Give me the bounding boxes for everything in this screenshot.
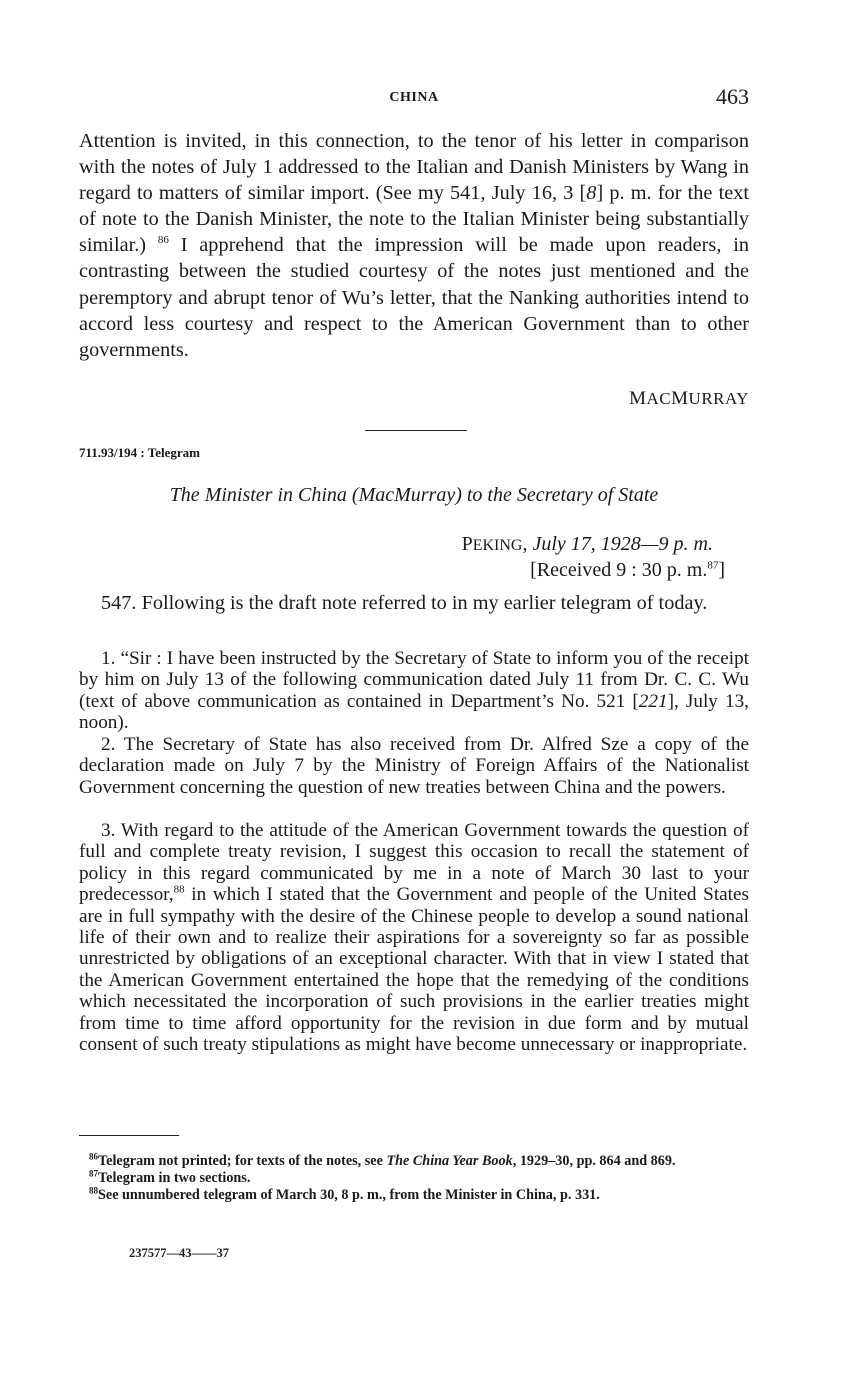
signature-small-2: URRAY <box>688 389 749 408</box>
item1-text-c: , July 13, noon). <box>79 690 749 734</box>
footnote-number: 88 <box>89 1184 98 1195</box>
received-line <box>530 559 725 582</box>
dateline: PEKING, July 17, 1928—9 p. m. <box>461 533 713 555</box>
received-text: [Received 9 : 30 p. m. <box>530 559 708 581</box>
para1-text-a: Attention is invited, in this connection, to the tenor of his letter in comparison with the notes of July 1 addressed to the Italian and Danish Ministers by Wang in regard to matters of similar import. (See my 541, July 16, 3 <box>79 130 749 205</box>
dateline-place-rest: EKING <box>472 537 523 554</box>
page-header <box>79 84 749 114</box>
document-title: The Minister in China (MacMurray) to the Secretary of State <box>169 484 659 506</box>
footnote-text: Telegram in two sections. <box>98 1169 251 1186</box>
paragraph-547: 547. Following is the draft note referred to in my earlier telegram of today. <box>101 592 708 614</box>
footnotes <box>79 1153 749 1203</box>
para1-bracket-close: ] <box>596 182 604 205</box>
numbered-item-3 <box>79 820 749 1055</box>
para1-bracket-open: [ <box>579 182 587 205</box>
footnote-86 <box>79 1153 749 1170</box>
footnote-88 <box>79 1184 749 1204</box>
footnote-text-post: , 1929–30, pp. 864 and 869. <box>512 1153 676 1169</box>
item3-text-b: in which I stated that the Government and people of the United States are in full sympathy with the desire of the Chinese people to develop a sound national life of their own and to realize their aspirations for a sovereignty so far as possible unrestricted by obligations of an exceptional character. With that in view I stated that the American Government entertained the hope that the remedying of the conditions which necessitated the incorporation of such provisions in the earlier treaties might from time to time afford opportunity for the revision in due form and by mutual consent of such treaty stipulations as might have become unnecessary or inappropriate. <box>79 884 749 1056</box>
footnote-ref-87[interactable]: 87 <box>707 559 719 572</box>
dateline-date: July 17, 1928—9 p. m. <box>532 533 713 555</box>
footnote-87 <box>79 1170 749 1187</box>
para1-text-b: p. m. for the text of note to the Danish Minister, the note to the Italian Minister being substantially similar.) <box>79 182 749 257</box>
signature-initial-2: M <box>671 388 689 409</box>
numbered-item-2: 2. The Secretary of State has also received from Dr. Alfred Sze a copy of the declaration made on July 7 by the Ministry of Foreign Affairs of the Nationalist Government concerning the question of new treaties between China and the powers. <box>79 734 749 798</box>
footnote-text: Telegram not printed; for texts of the notes, see <box>98 1153 387 1169</box>
footnote-italic: The China Year Book <box>386 1153 513 1169</box>
dateline-place-initial: P <box>461 533 473 555</box>
signature-initial-1: M <box>629 388 647 409</box>
footnote-ref-86[interactable]: 86 <box>157 234 169 247</box>
paragraph-attention <box>79 128 749 363</box>
footnote-ref-88[interactable]: 88 <box>173 883 185 896</box>
page-number: 463 <box>716 84 749 109</box>
para1-bracket-value: 8 <box>586 182 597 205</box>
signature-small-1: AC <box>646 389 672 408</box>
item1-bracket-open: [ <box>632 690 639 712</box>
received-close: ] <box>718 559 725 581</box>
section-divider <box>365 430 467 431</box>
item1-bracket-value: 221 <box>638 690 668 712</box>
para1-text-c: I apprehend that the impression will be made upon readers, in contrasting between the studied courtesy of the notes just mentioned and the peremptory and abrupt tenor of Wu’s letter, that the Nanking authorities intend to accord less courtesy and respect to the American Government than to other governments. <box>79 234 749 361</box>
item3-text-a: 3. With regard to the attitude of the American Government towards the question of full and complete treaty revision, I suggest this occasion to recall the statement of policy in this regard communicated by me in a note of March 30 last to your predecessor, <box>79 820 749 906</box>
numbered-item-1 <box>79 648 749 734</box>
footnote-number: 86 <box>89 1151 98 1162</box>
footnote-number: 87 <box>89 1168 98 1179</box>
file-reference: 711.93/194 : Telegram <box>79 445 200 460</box>
item1-bracket-close: ] <box>667 690 674 712</box>
item1-text-a: 1. “Sir : I have been instructed by the Secretary of State to inform you of the receipt by him on July 13 of the following communication dated July 11 from Dr. C. C. Wu (text of above communication as contained in Department’s No. 521 <box>79 648 749 712</box>
signature <box>629 388 749 410</box>
print-code: 237577—43——37 <box>129 1246 229 1260</box>
footnote-text: See unnumbered telegram of March 30, 8 p. m., from the Minister in China, p. 331. <box>98 1186 600 1203</box>
footnote-divider <box>79 1135 179 1136</box>
running-head: CHINA <box>389 90 439 105</box>
